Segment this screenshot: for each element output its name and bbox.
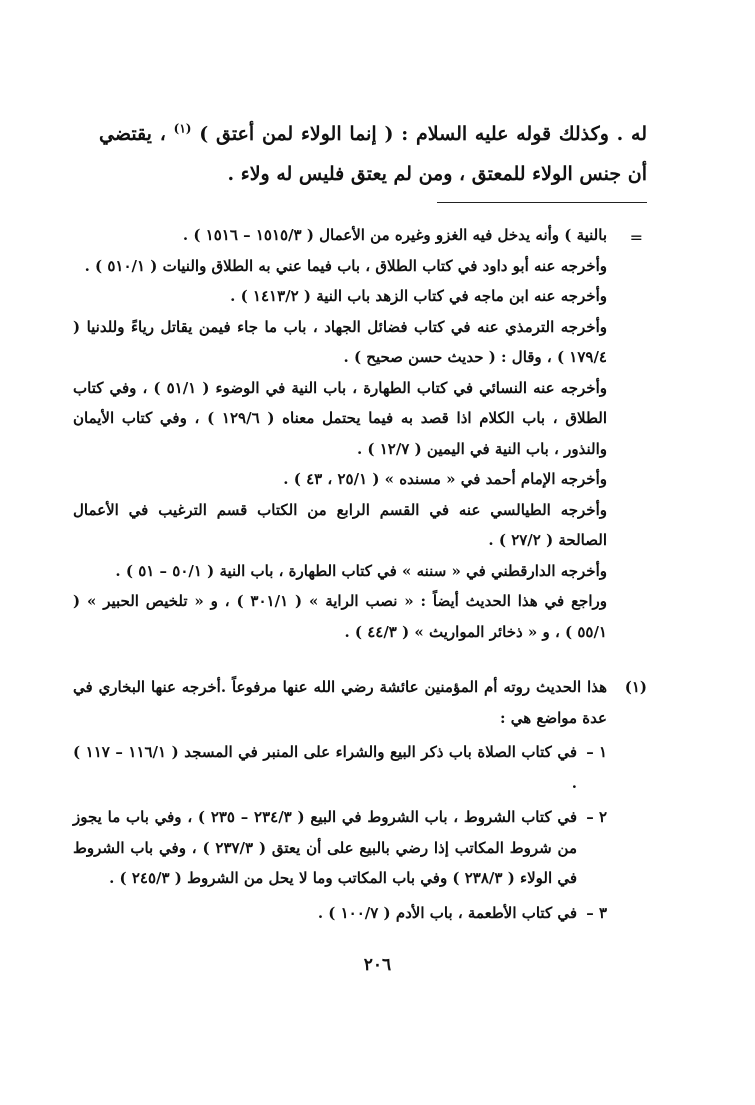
main-paragraph xyxy=(99,114,647,194)
page-number: ٢٠٦ xyxy=(363,955,392,975)
footnote-reference[interactable]: (١) xyxy=(173,121,192,136)
list-item-number: ١ – xyxy=(586,743,607,761)
main-text-part-1: له . وكذلك قوله عليه السلام : ( إنما الولاء لمن أعتق ) xyxy=(191,123,647,145)
list-item-number: ٣ – xyxy=(586,903,607,922)
footnote-paragraph: وأخرجه الترمذي عنه في كتاب فضائل الجهاد ، باب ما جاء فيمن يقاتل رياءً وللدنيا ( ١٧٩/٤ ) ، وقال : ( حديث حسن صحيح ) . xyxy=(73,317,607,366)
footnote-paragraph: وأخرجه الدارقطني في « سننه » في كتاب الطهارة ، باب النية ( ٥٠/١ – ٥١ ) . xyxy=(115,561,607,580)
footnote-divider xyxy=(437,202,647,203)
list-item-text: في كتاب الشروط ، باب الشروط في البيع ( ٢٣٤/٣ – ٢٣٥ ) ، وفي باب ما يجوز من شروط المكاتب إذا رضي بالبيع على أن يعتق ( ٢٣٧/٣ ) ، وفي باب الشروط في الولاء ( ٢٣٨/٣ ) وفي باب المكاتب وما لا يحل من الشروط ( ٢٤٥/٣ ) . xyxy=(73,808,577,887)
footnotes-continued xyxy=(73,220,607,647)
continuation-mark: = xyxy=(629,228,643,247)
main-text-part-2: ، يقتضي أن جنس الولاء للمعتق ، ومن لم يعتق فليس له ولاء . xyxy=(99,123,647,185)
list-item xyxy=(73,737,647,798)
footnote-paragraph: وأخرجه عنه النسائي في كتاب الطهارة ، باب النية في الوضوء ( ٥١/١ ) ، وفي كتاب الطلاق ، باب الكلام اذا قصد به فيما يحتمل معناه ( ١٢٩/٦ ) ، وفي كتاب الأيمان والنذور ، باب النية في اليمين ( ١٢/٧ ) . xyxy=(73,378,607,458)
footnote-1 xyxy=(73,672,647,928)
footnote-paragraph: وأخرجه الإمام أحمد في « مسنده » ( ٢٥/١ ، ٤٣ ) . xyxy=(283,470,607,488)
list-item-text: في كتاب الأطعمة ، باب الأدم ( ١٠٠/٧ ) . xyxy=(317,903,577,922)
footnote-paragraph: وأخرجه عنه أبو داود في كتاب الطلاق ، باب فيما عني به الطلاق والنيات ( ٥١٠/١ ) . xyxy=(84,256,607,275)
footnote-1-header xyxy=(73,672,647,733)
footnote-paragraph: وأخرجه الطيالسي عنه في القسم الرابع من الكتاب قسم الترغيب في الأعمال الصالحة ( ٢٧/٢ ) . xyxy=(73,500,607,549)
list-item xyxy=(73,898,647,929)
list-item xyxy=(73,802,647,894)
footnote-paragraph: وراجع في هذا الحديث أيضاً : « نصب الراية » ( ٣٠١/١ ) ، و « تلخيص الحبير » ( ٥٥/١ ) ، و « ذخائر المواريث » ( ٤٤/٣ ) . xyxy=(73,592,607,641)
list-item-text: في كتاب الصلاة باب ذكر البيع والشراء على المنبر في المسجد ( ١١٦/١ – ١١٧ ) . xyxy=(73,743,577,792)
footnote-paragraph: وأخرجه عنه ابن ماجه في كتاب الزهد باب النية ( ١٤١٣/٢ ) . xyxy=(230,287,607,305)
footnote-paragraph: بالنية ) وأنه يدخل فيه الغزو وغيره من الأعمال ( ١٥١٥/٣ – ١٥١٦ ) . xyxy=(182,226,607,244)
footnote-intro: هذا الحديث روته أم المؤمنين عائشة رضي الله عنها مرفوعاً .أخرجه عنها البخاري في عدة مواضع هي : xyxy=(73,678,607,727)
footnote-number: (١) xyxy=(624,678,647,696)
list-item-number: ٢ – xyxy=(586,808,607,826)
